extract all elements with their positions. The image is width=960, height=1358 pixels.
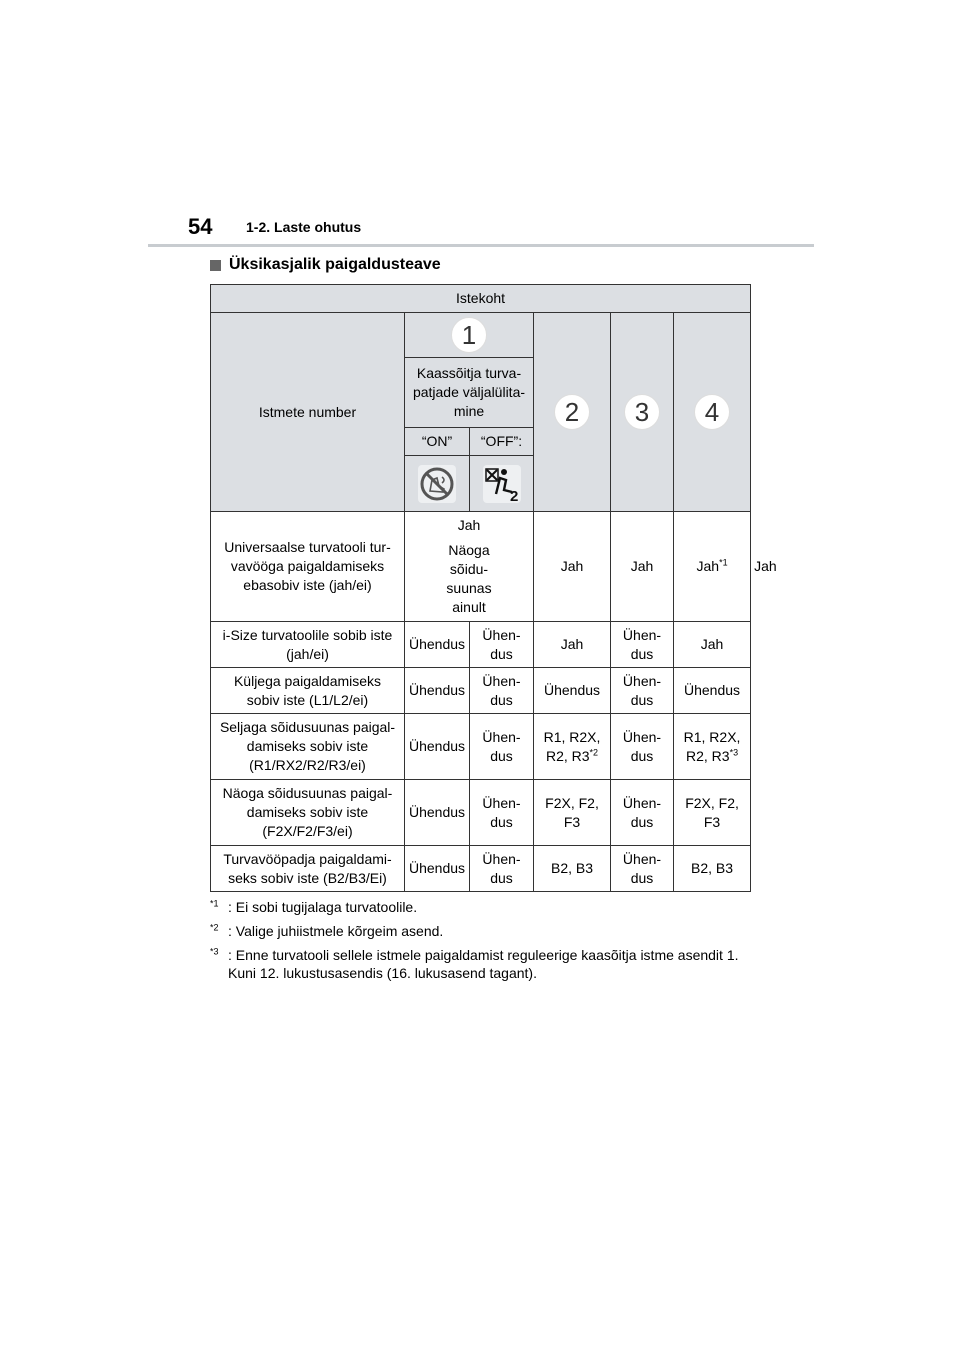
heading-text: Üksikasjalik paigaldusteave	[229, 256, 441, 273]
seat-1-off-value: Ühen- dus	[470, 780, 534, 846]
footnote: $^{*3}$ : Enne turvatooli sellele istmele paigaldamist reguleerige kaasõitja istme asendit 1. Kuni 12. lukustusasendis (16. lukusasend tagant).	[210, 946, 739, 981]
svg-text:2: 2	[509, 487, 518, 504]
section-title: 1-2. Laste ohutus	[246, 219, 362, 235]
seat-1-on-value: Ühendus	[405, 714, 470, 780]
square-bullet-icon	[210, 260, 221, 271]
seat-2-value-b: Jah	[611, 512, 674, 622]
footnote: $^{*1}$ : Ei sobi tugijalaga turvatoolile.	[210, 898, 418, 915]
seat-1-off-value: Ühen- dus	[470, 846, 534, 892]
seat-1-on-value: Ühendus	[405, 668, 470, 714]
seat-3-value: Jah$^{*1}$	[674, 512, 751, 622]
seat-number-4: 4	[674, 313, 751, 512]
seat-2-value: B2, B3	[534, 846, 611, 892]
seat-2-value-a: Jah	[534, 512, 611, 622]
airbag-on-icon-cell	[470, 456, 534, 512]
seat-3-value: Ühen- dus	[611, 668, 674, 714]
seat-4-value: R1, R2X, R2, R3$^{*3}$	[674, 714, 751, 780]
row-label: Küljega paigaldamiseks sobiv iste (L1/L2/ei)	[211, 668, 405, 714]
seat-number-3: 3	[611, 313, 674, 512]
seat-number-2: 2	[534, 313, 611, 512]
seat-2-value: R1, R2X, R2, R3$^{*2}$	[534, 714, 611, 780]
seat-position-header: Istekoht	[211, 285, 751, 313]
airbag-off-icon-cell	[405, 456, 470, 512]
seat-3-value: Ühen- dus	[611, 622, 674, 668]
footnote: $^{*2}$ : Valige juhiistmele kõrgeim asend.	[210, 922, 444, 939]
seat-1-off-value: Ühen- dus	[470, 668, 534, 714]
row-label: Seljaga sõidusuunas paigal- damiseks sobiv iste (R1/RX2/R2/R3/ei)	[211, 714, 405, 780]
seat-4-value: F2X, F2, F3	[674, 780, 751, 846]
seat-1-on-value: Ühendus	[405, 846, 470, 892]
seat-4-value: Ühendus	[674, 668, 751, 714]
airbag-on-icon	[482, 464, 522, 504]
seat-number-label: Istmete number	[211, 313, 405, 512]
header-rule	[148, 244, 814, 247]
seat-1-off-value: Ühen- dus	[470, 622, 534, 668]
seat-3-value: Ühen- dus	[611, 846, 674, 892]
seat-2-value: F2X, F2, F3	[534, 780, 611, 846]
seat-1-value: Jah Näoga sõidu- suunas ainult	[405, 512, 534, 622]
seat-1-on-value: Ühendus	[405, 622, 470, 668]
airbag-off-icon	[417, 464, 457, 504]
seat-1-off-value: Ühen- dus	[470, 714, 534, 780]
seat-3-value: Ühen- dus	[611, 714, 674, 780]
seat-number-1: 1	[405, 313, 534, 358]
seat-1-on-value: Ühendus	[405, 780, 470, 846]
seat-2-value: Jah	[534, 622, 611, 668]
switch-off-label: “OFF”:	[470, 428, 534, 456]
footnotes	[210, 898, 770, 988]
row-label: Universaalse turvatooli tur- vavööga paigaldamiseks ebasobiv iste (jah/ei)	[211, 512, 405, 622]
switch-on-label: “ON”	[405, 428, 470, 456]
row-label: Turvavööpadja paigaldami- seks sobiv iste (B2/B3/Ei)	[211, 846, 405, 892]
heading	[210, 256, 441, 274]
page-number: 54	[188, 214, 213, 239]
airbag-switch-label: Kaassõitja turva- patjade väljalülita- mine	[405, 358, 534, 428]
row-label: Näoga sõidusuunas paigal- damiseks sobiv iste (F2X/F2/F3/ei)	[211, 780, 405, 846]
seat-4-value: Jah	[674, 622, 751, 668]
seat-2-value: Ühendus	[534, 668, 611, 714]
installation-table: Istekoht Istmete number 1 2 3 4 Kaassõitja turva- patjade väljalülita- mine “ON” “OFF”: 2 Universaalse turvatooli tur- vavööga paigaldamiseks ebasobiv iste (jah/ei) Jah Näoga sõidu- suunas ainult Jah Jah Jah$^{*1}$ Jah i-Size turvatoolile sobib iste (jah/ei) Ühendus Ühen- dus Jah Ühen- dus Jah Küljega paigaldamiseks sobiv iste (L1/L2/ei) Ühendus Ühen- dus Ühendus Ühen- dus Ühendus Seljaga sõidusuunas paigal- damiseks sobiv iste (R1/RX2/R2/R3/ei) Ühendus Ühen- dus R1, R2X, R2, R3$^{*2}$ Ühen- dus R1, R2X, R2, R3$^{*3}$ Näoga sõidusuunas paigal- damiseks sobiv iste (F2X/F2/F3/ei) Ühendus Ühen- dus F2X, F2, F3 Ühen- dus F2X, F2, F3 Turvavööpadja paigaldami- seks sobiv iste (B2/B3/Ei) Ühendus Ühen- dus B2, B3 Ühen- dus B2, B3	[210, 284, 751, 892]
seat-4-value: B2, B3	[674, 846, 751, 892]
seat-3-value: Ühen- dus	[611, 780, 674, 846]
row-label: i-Size turvatoolile sobib iste (jah/ei)	[211, 622, 405, 668]
